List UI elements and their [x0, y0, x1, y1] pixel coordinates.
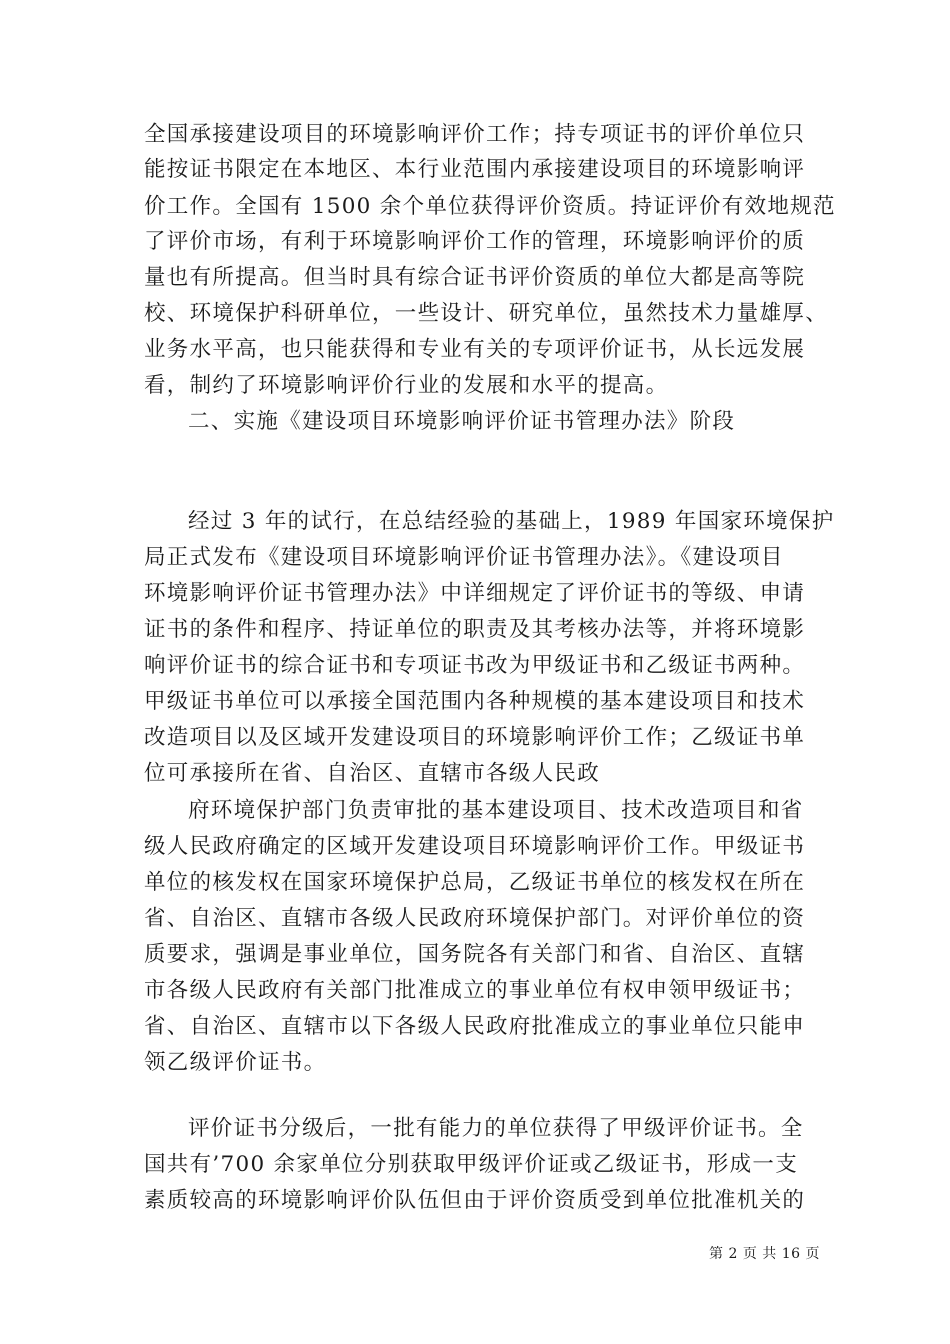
paragraph-1-line: 量也有所提高。但当时具有综合证书评价资质的单位大都是高等院: [144, 265, 806, 290]
paragraph-2-line: 环境影响评价证书管理办法》中详细规定了评价证书的等级、申请: [144, 581, 806, 606]
paragraph-3-line: 府环境保护部门负责审批的基本建设项目、技术改造项目和省: [188, 798, 804, 823]
paragraph-2-line: 位可承接所在省、自治区、直辖市各级人民政: [144, 761, 601, 786]
paragraph-3-line: 省、自治区、直辖市以下各级人民政府批准成立的事业单位只能申: [144, 1014, 806, 1039]
paragraph-1-line: 业务水平高，也只能获得和专业有关的专项评价证书，从长远发展: [144, 337, 806, 362]
paragraph-3-line: 领乙级评价证书。: [144, 1050, 327, 1075]
paragraph-3-line: 市各级人民政府有关部门批准成立的事业单位有权申领甲级证书；: [144, 978, 806, 1003]
paragraph-1-line: 看，制约了环境影响评价行业的发展和水平的提高。: [144, 373, 669, 398]
paragraph-1-line: 了评价市场，有利于环境影响评价工作的管理，环境影响评价的质: [144, 229, 806, 254]
paragraph-1-line: 校、环境保护科研单位，一些设计、研究单位，虽然技术力量雄厚、: [144, 301, 829, 326]
paragraph-2-line: 经过 3 年的试行，在总结经验的基础上，1989 年国家环境保护: [188, 509, 835, 534]
page-number: 第 2 页 共 16 页: [709, 1246, 820, 1262]
paragraph-3-line: 质要求，强调是事业单位，国务院各有关部门和省、自治区、直辖: [144, 942, 806, 967]
paragraph-2-line: 证书的条件和程序、持证单位的职责及其考核办法等，并将环境影: [144, 617, 806, 642]
paragraph-1-line: 全国承接建设项目的环境影响评价工作；持专项证书的评价单位只: [144, 122, 806, 147]
paragraph-2-line: 响评价证书的综合证书和专项证书改为甲级证书和乙级证书两种。: [144, 653, 806, 678]
paragraph-1-line: 价工作。全国有 1500 余个单位获得评价资质。持证评价有效地规范: [144, 194, 836, 219]
paragraph-3-line: 单位的核发权在国家环境保护总局，乙级证书单位的核发权在所在: [144, 870, 806, 895]
paragraph-4-line: 素质较高的环境影响评价队伍但由于评价资质受到单位批准机关的: [144, 1188, 806, 1213]
paragraph-4-line: 国共有’700 余家单位分别获取甲级评价证或乙级证书，形成一支: [144, 1152, 799, 1177]
paragraph-4-line: 评价证书分级后，一批有能力的单位获得了甲级评价证书。全: [188, 1116, 804, 1141]
section-heading: 二、实施《建设项目环境影响评价证书管理办法》阶段: [188, 409, 736, 434]
paragraph-1-line: 能按证书限定在本地区、本行业范围内承接建设项目的环境影响评: [144, 157, 806, 182]
paragraph-3-line: 省、自治区、直辖市各级人民政府环境保护部门。对评价单位的资: [144, 906, 806, 931]
paragraph-2-line: 改造项目以及区域开发建设项目的环境影响评价工作；乙级证书单: [144, 725, 806, 750]
paragraph-2-line: 局正式发布《建设项目环境影响评价证书管理办法》。《建设项目: [144, 545, 784, 570]
paragraph-2-line: 甲级证书单位可以承接全国范围内各种规模的基本建设项目和技术: [144, 689, 806, 714]
paragraph-3-line: 级人民政府确定的区域开发建设项目环境影响评价工作。甲级证书: [144, 834, 806, 859]
